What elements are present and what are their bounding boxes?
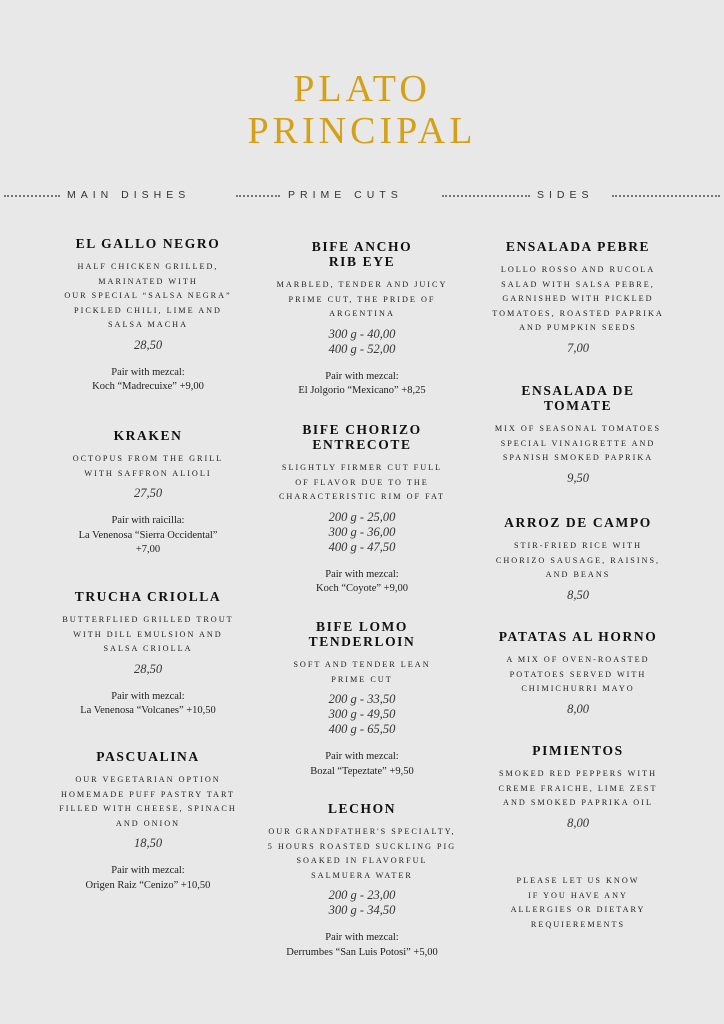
item-description: MARBLED, TENDER AND JUICY PRIME CUT, THE PRIDE OF ARGENTINA	[276, 280, 448, 319]
item-price: 9,50	[567, 470, 589, 485]
item-pairing: Pair with raicilla: La Venenosa “Sierra Occidental” +7,00	[78, 515, 218, 556]
item-pairing: Pair with mezcal: Koch “Coyote” +9,00	[316, 568, 408, 595]
item-description: MIX OF SEASONAL TOMATOES SPECIAL VINAIGRETTE AND SPANISH SMOKED PAPRIKA	[494, 424, 662, 463]
item-price: 8,50	[567, 587, 589, 602]
nav-main-dishes[interactable]: MAIN DISHES	[67, 189, 191, 201]
menu-item	[478, 383, 678, 486]
item-price: 28,50	[133, 661, 163, 676]
menu-item	[262, 422, 462, 597]
nav-divider	[4, 195, 60, 197]
item-name: BIFE CHORIZO ENTRECOTE	[302, 422, 422, 452]
item-description: BUTTERFLIED GRILLED TROUT WITH DILL EMULSION AND SALSA CRIOLLA	[62, 615, 234, 654]
item-price: 28,50	[133, 337, 163, 352]
nav-prime-cuts[interactable]: PRIME CUTS	[288, 189, 403, 201]
item-pairing: Pair with mezcal: La Venenosa “Volcanes” +10,50	[80, 690, 216, 717]
item-description: SMOKED RED PEPPERS WITH CREME FRAICHE, LIME ZEST AND SMOKED PAPRIKA OIL	[498, 769, 658, 808]
item-price: 200 g - 23,00 300 g - 34,50	[328, 888, 396, 918]
menu-item	[48, 428, 248, 558]
section-nav	[0, 186, 724, 206]
item-description: OUR VEGETARIAN OPTION HOMEMADE PUFF PASTRY TART FILLED WITH CHEESE, SPINACH AND ONION	[59, 775, 237, 828]
item-name: BIFE ANCHO RIB EYE	[311, 239, 413, 269]
item-price: 200 g - 33,50 300 g - 49,50 400 g - 65,50	[328, 692, 396, 737]
item-description: OCTOPUS FROM THE GRILL WITH SAFFRON ALIOLI	[72, 454, 224, 478]
item-description: SLIGHTLY FIRMER CUT FULL OF FLAVOR DUE TO THE CHARACTERISTIC RIM OF FAT	[278, 463, 446, 502]
item-name: PIMIENTOS	[532, 743, 624, 758]
nav-divider	[442, 195, 530, 197]
item-name: KRAKEN	[113, 428, 183, 443]
item-description: STIR-FRIED RICE WITH CHORIZO SAUSAGE, RAISINS, AND BEANS	[495, 541, 661, 580]
item-name: PASCUALINA	[96, 749, 200, 764]
item-description: A MIX OF OVEN-ROASTED POTATOES SERVED WITH CHIMICHURRI MAYO	[506, 655, 650, 694]
item-price: 200 g - 25,00 300 g - 36,00 400 g - 47,50	[328, 509, 396, 554]
item-pairing: Pair with mezcal: Koch “Madrecuixe” +9,00	[92, 366, 204, 393]
item-price: 8,00	[567, 815, 589, 830]
item-price: 8,00	[567, 701, 589, 716]
item-name: PATATAS AL HORNO	[498, 629, 658, 644]
item-name: LECHON	[327, 801, 397, 816]
nav-divider	[612, 195, 720, 197]
item-pairing: Pair with mezcal: Origen Raiz “Cenizo” +10,50	[85, 865, 211, 891]
item-name: ENSALADA PEBRE	[505, 239, 651, 254]
item-description: SOFT AND TENDER LEAN PRIME CUT	[293, 660, 431, 684]
item-name: ARROZ DE CAMPO	[504, 515, 652, 530]
item-pairing: Pair with mezcal: El Jolgorio “Mexicano” +8,25	[298, 370, 426, 397]
item-name: ENSALADA DE TOMATE	[521, 383, 635, 413]
title-line-1: PLATO	[293, 68, 431, 110]
item-price: 18,50	[133, 836, 163, 851]
item-description: OUR GRANDFATHER'S SPECIALTY, 5 HOURS ROASTED SUCKLING PIG SOAKED IN FLAVORFUL SALMUERA WATER	[267, 827, 457, 880]
item-name: TRUCHA CRIOLLA	[74, 589, 222, 604]
nav-divider	[236, 195, 280, 197]
item-price: 7,00	[567, 340, 589, 355]
item-pairing: Pair with mezcal: Derrumbes “San Luis Potosi” +5,00	[286, 932, 438, 958]
menu-item	[262, 619, 462, 779]
menu-item	[478, 515, 678, 603]
item-description: HALF CHICKEN GRILLED, MARINATED WITH OUR SPECIAL “SALSA NEGRA” PICKLED CHILI, LIME AND SALSA MACHA	[64, 262, 232, 330]
menu-item	[478, 239, 678, 356]
item-description: LOLLO ROSSO AND RUCOLA SALAD WITH SALSA PEBRE, GARNISHED WITH PICKLED TOMATOES, ROASTED PAPRIKA AND PUMPKIN SEEDS	[492, 265, 664, 333]
menu-item	[478, 743, 678, 831]
menu-item	[478, 629, 678, 717]
menu-item	[48, 589, 248, 719]
item-price: 300 g - 40,00 400 g - 52,00	[328, 326, 396, 356]
nav-sides[interactable]: SIDES	[537, 189, 594, 201]
allergy-note: PLEASE LET US KNOW IF YOU HAVE ANY ALLERGIES OR DIETARY REQUIEREMENTS	[510, 876, 646, 929]
item-name: BIFE LOMO TENDERLOIN	[308, 619, 416, 649]
title-line-2: PRINCIPAL	[247, 110, 477, 152]
item-price: 27,50	[133, 486, 163, 501]
item-name: EL GALLO NEGRO	[75, 236, 221, 251]
menu-item	[262, 801, 462, 960]
item-pairing: Pair with mezcal: Bozal “Tepeztate” +9,50	[310, 751, 414, 777]
menu-item	[48, 236, 248, 395]
menu-item	[48, 749, 248, 893]
page-title	[0, 68, 724, 152]
menu-item	[262, 239, 462, 399]
